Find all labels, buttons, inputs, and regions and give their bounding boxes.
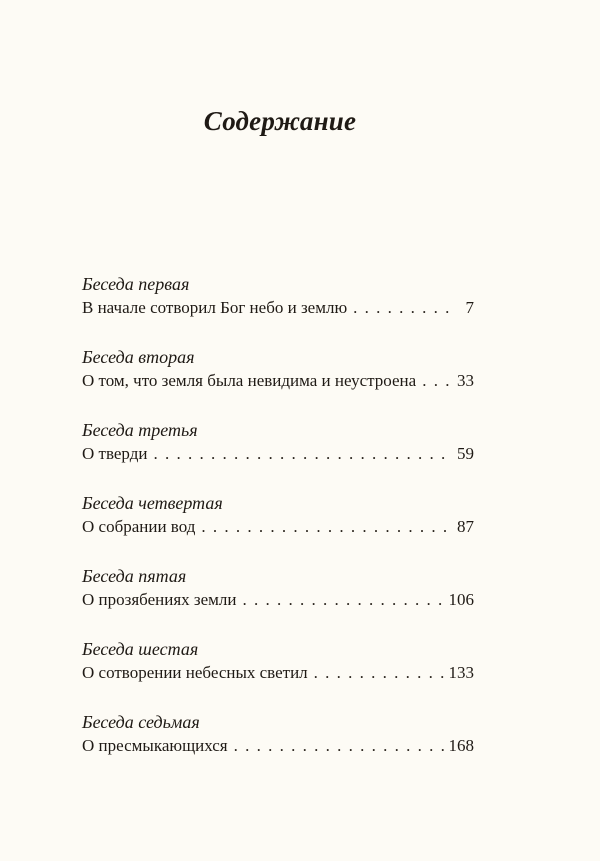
toc-entry-heading: Беседа вторая bbox=[82, 347, 195, 367]
toc-entry-text: В начале сотворил Бог небо и землю bbox=[82, 298, 348, 317]
toc-entry-line[interactable] bbox=[82, 296, 474, 320]
dot-leader bbox=[353, 296, 450, 320]
toc-entry-text: О тверди bbox=[82, 444, 148, 463]
toc-entry-6 bbox=[82, 637, 474, 685]
dot-leader bbox=[234, 734, 445, 758]
toc-entry-text: О том, что земля была невидима и неустроена bbox=[82, 371, 417, 390]
toc-entry-line[interactable] bbox=[82, 588, 474, 612]
toc-entry-page-number: 168 bbox=[448, 736, 474, 755]
table-of-contents bbox=[82, 272, 474, 783]
toc-entry-4 bbox=[82, 491, 474, 539]
toc-entry-heading: Беседа седьмая bbox=[82, 712, 200, 732]
toc-entry-line[interactable] bbox=[82, 515, 474, 539]
dot-leader bbox=[422, 369, 450, 393]
toc-entry-text: О сотворении небесных светил bbox=[82, 663, 308, 682]
dot-leader bbox=[153, 442, 450, 466]
toc-entry-page-number: 33 bbox=[457, 371, 474, 390]
toc-entry-2 bbox=[82, 345, 474, 393]
toc-entry-heading: Беседа третья bbox=[82, 420, 198, 440]
toc-entry-page-number: 7 bbox=[465, 298, 474, 317]
dot-leader bbox=[243, 588, 445, 612]
toc-entry-line[interactable] bbox=[82, 442, 474, 466]
toc-entry-page-number: 87 bbox=[457, 517, 474, 536]
toc-entry-page-number: 133 bbox=[448, 663, 474, 682]
toc-entry-heading: Беседа пятая bbox=[82, 566, 187, 586]
toc-entry-page-number: 59 bbox=[457, 444, 474, 463]
toc-entry-line[interactable] bbox=[82, 661, 474, 685]
toc-entry-1 bbox=[82, 272, 474, 320]
toc-entry-heading: Беседа шестая bbox=[82, 639, 199, 659]
dot-leader bbox=[314, 661, 445, 685]
toc-entry-text: О собрании вод bbox=[82, 517, 196, 536]
toc-entry-text: О прозябениях земли bbox=[82, 590, 237, 609]
toc-title: Содержание bbox=[203, 106, 357, 137]
dot-leader bbox=[201, 515, 450, 539]
toc-entry-heading: Беседа первая bbox=[82, 274, 190, 294]
toc-entry-3 bbox=[82, 418, 474, 466]
toc-entry-page-number: 106 bbox=[448, 590, 474, 609]
toc-entry-heading: Беседа четвертая bbox=[82, 493, 223, 513]
toc-entry-line[interactable] bbox=[82, 734, 474, 758]
toc-entry-text: О пресмыкающихся bbox=[82, 736, 228, 755]
toc-entry-7 bbox=[82, 710, 474, 758]
toc-entry-line[interactable] bbox=[82, 369, 474, 393]
toc-entry-5 bbox=[82, 564, 474, 612]
